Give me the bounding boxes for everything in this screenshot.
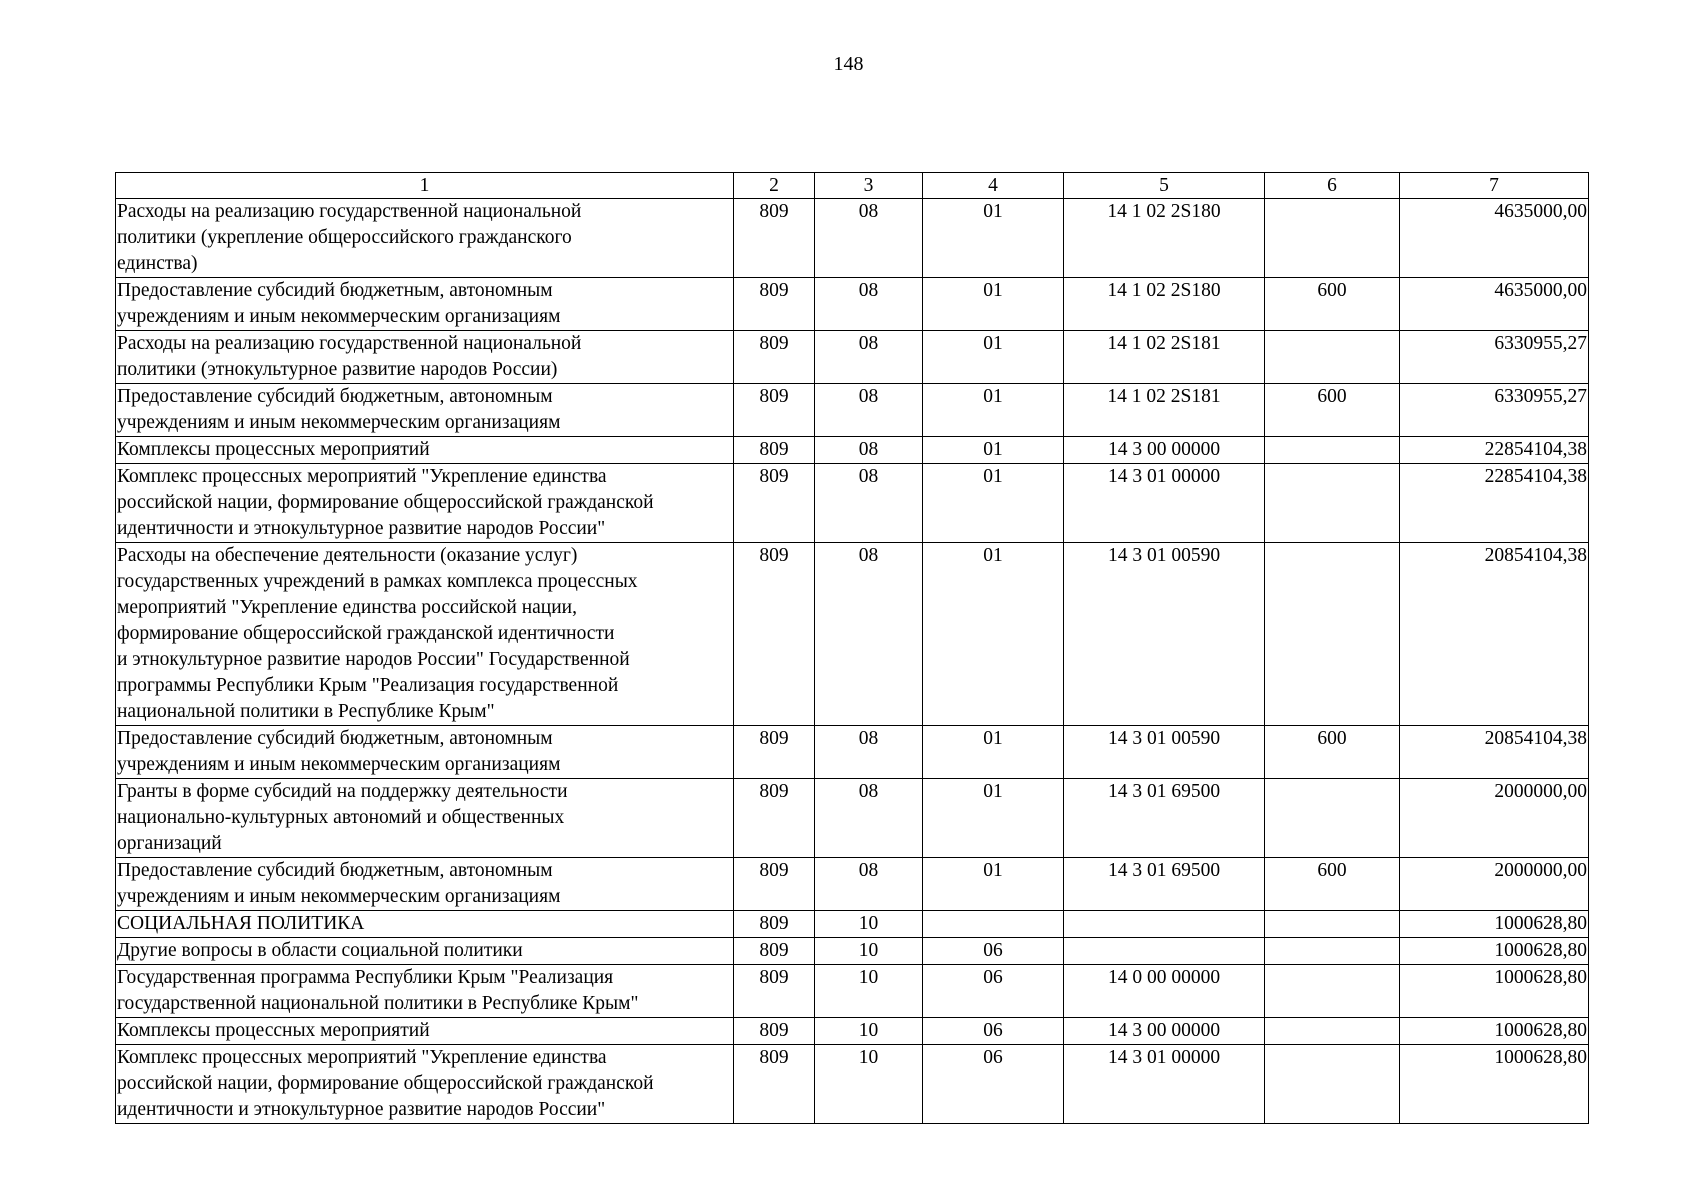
section-code-cell: 10 <box>815 1018 923 1045</box>
ministry-code-cell: 809 <box>734 911 815 938</box>
ministry-code-cell: 809 <box>734 278 815 331</box>
subsection-code-cell: 06 <box>923 1018 1064 1045</box>
expense-name-cell: Расходы на реализацию государственной национальной политики (укрепление общероссийского гражданского единства) <box>116 199 734 278</box>
table-row <box>116 331 1589 384</box>
expense-type-cell: 600 <box>1265 278 1400 331</box>
table-header <box>116 173 1589 199</box>
subsection-code-cell: 01 <box>923 199 1064 278</box>
target-article-cell: 14 3 01 00000 <box>1064 1045 1265 1124</box>
expense-name-cell: Комплекс процессных мероприятий "Укрепление единства российской нации, формирование общероссийской гражданской идентичности и этнокультурное развитие народов России" <box>116 1045 734 1124</box>
section-code-cell: 08 <box>815 464 923 543</box>
budget-table <box>115 172 1589 1124</box>
target-article-cell: 14 0 00 00000 <box>1064 965 1265 1018</box>
ministry-code-cell: 809 <box>734 938 815 965</box>
amount-cell: 1000628,80 <box>1400 938 1589 965</box>
amount-cell: 4635000,00 <box>1400 199 1589 278</box>
ministry-code-cell: 809 <box>734 965 815 1018</box>
subsection-code-cell: 01 <box>923 437 1064 464</box>
table-row <box>116 278 1589 331</box>
target-article-cell: 14 3 00 00000 <box>1064 1018 1265 1045</box>
ministry-code-cell: 809 <box>734 543 815 726</box>
expense-type-cell <box>1265 911 1400 938</box>
target-article-cell: 14 3 01 69500 <box>1064 779 1265 858</box>
ministry-code-cell: 809 <box>734 779 815 858</box>
amount-cell: 2000000,00 <box>1400 858 1589 911</box>
expense-name-cell: Гранты в форме субсидий на поддержку деятельности национально-культурных автономий и общественных организаций <box>116 779 734 858</box>
section-code-cell: 08 <box>815 278 923 331</box>
table-row <box>116 199 1589 278</box>
header-col-6: 6 <box>1265 173 1400 199</box>
expense-name-cell: Предоставление субсидий бюджетным, автономным учреждениям и иным некоммерческим организациям <box>116 278 734 331</box>
table-row <box>116 911 1589 938</box>
amount-cell: 20854104,38 <box>1400 543 1589 726</box>
target-article-cell: 14 1 02 2S181 <box>1064 331 1265 384</box>
table-row <box>116 1018 1589 1045</box>
table-row <box>116 384 1589 437</box>
section-code-cell: 10 <box>815 911 923 938</box>
expense-name-cell: Предоставление субсидий бюджетным, автономным учреждениям и иным некоммерческим организациям <box>116 858 734 911</box>
target-article-cell <box>1064 911 1265 938</box>
ministry-code-cell: 809 <box>734 199 815 278</box>
header-col-4: 4 <box>923 173 1064 199</box>
expense-type-cell <box>1265 938 1400 965</box>
section-code-cell: 10 <box>815 938 923 965</box>
header-col-5: 5 <box>1064 173 1265 199</box>
section-code-cell: 08 <box>815 199 923 278</box>
expense-type-cell: 600 <box>1265 726 1400 779</box>
amount-cell: 6330955,27 <box>1400 331 1589 384</box>
subsection-code-cell: 01 <box>923 331 1064 384</box>
section-code-cell: 10 <box>815 965 923 1018</box>
expense-type-cell <box>1265 437 1400 464</box>
section-code-cell: 10 <box>815 1045 923 1124</box>
ministry-code-cell: 809 <box>734 437 815 464</box>
subsection-code-cell: 01 <box>923 278 1064 331</box>
header-col-2: 2 <box>734 173 815 199</box>
subsection-code-cell: 01 <box>923 779 1064 858</box>
ministry-code-cell: 809 <box>734 858 815 911</box>
expense-type-cell <box>1265 464 1400 543</box>
table-row <box>116 726 1589 779</box>
section-code-cell: 08 <box>815 331 923 384</box>
table-row <box>116 1045 1589 1124</box>
target-article-cell: 14 3 01 00000 <box>1064 464 1265 543</box>
expense-name-cell: Предоставление субсидий бюджетным, автономным учреждениям и иным некоммерческим организациям <box>116 384 734 437</box>
table-row <box>116 938 1589 965</box>
expense-name-cell: Комплексы процессных мероприятий <box>116 437 734 464</box>
header-row <box>116 173 1589 199</box>
section-code-cell: 08 <box>815 726 923 779</box>
section-code-cell: 08 <box>815 858 923 911</box>
section-code-cell: 08 <box>815 779 923 858</box>
target-article-cell: 14 3 01 69500 <box>1064 858 1265 911</box>
expense-name-cell: Расходы на реализацию государственной национальной политики (этнокультурное развитие народов России) <box>116 331 734 384</box>
table-row <box>116 965 1589 1018</box>
amount-cell: 22854104,38 <box>1400 437 1589 464</box>
expense-type-cell <box>1265 331 1400 384</box>
section-code-cell: 08 <box>815 543 923 726</box>
ministry-code-cell: 809 <box>734 331 815 384</box>
section-code-cell: 08 <box>815 384 923 437</box>
expense-name-cell: СОЦИАЛЬНАЯ ПОЛИТИКА <box>116 911 734 938</box>
subsection-code-cell: 01 <box>923 384 1064 437</box>
expense-type-cell <box>1265 779 1400 858</box>
subsection-code-cell: 01 <box>923 726 1064 779</box>
ministry-code-cell: 809 <box>734 726 815 779</box>
table-row <box>116 858 1589 911</box>
expense-name-cell: Государственная программа Республики Крым "Реализация государственной национальной политики в Республике Крым" <box>116 965 734 1018</box>
target-article-cell <box>1064 938 1265 965</box>
page-number: 148 <box>833 53 864 75</box>
expense-name-cell: Комплекс процессных мероприятий "Укрепление единства российской нации, формирование общероссийской гражданской идентичности и этнокультурное развитие народов России" <box>116 464 734 543</box>
ministry-code-cell: 809 <box>734 384 815 437</box>
subsection-code-cell: 01 <box>923 464 1064 543</box>
expense-type-cell: 600 <box>1265 858 1400 911</box>
subsection-code-cell: 01 <box>923 543 1064 726</box>
table-row <box>116 464 1589 543</box>
amount-cell: 1000628,80 <box>1400 911 1589 938</box>
section-code-cell: 08 <box>815 437 923 464</box>
target-article-cell: 14 3 00 00000 <box>1064 437 1265 464</box>
amount-cell: 1000628,80 <box>1400 1045 1589 1124</box>
table-body <box>116 199 1589 1124</box>
expense-name-cell: Комплексы процессных мероприятий <box>116 1018 734 1045</box>
target-article-cell: 14 1 02 2S180 <box>1064 199 1265 278</box>
amount-cell: 1000628,80 <box>1400 1018 1589 1045</box>
subsection-code-cell: 01 <box>923 858 1064 911</box>
expense-name-cell: Расходы на обеспечение деятельности (оказание услуг) государственных учреждений в рамках комплекса процессных мероприятий "Укрепление единства российской нации, формирование общероссийской гражданской идентичности и этнокультурное развитие народов России" Государственной программы Республики Крым "Реализация государственной национальной политики в Республике Крым" <box>116 543 734 726</box>
expense-type-cell <box>1265 199 1400 278</box>
table-row <box>116 543 1589 726</box>
expense-type-cell <box>1265 1045 1400 1124</box>
expense-name-cell: Другие вопросы в области социальной политики <box>116 938 734 965</box>
target-article-cell: 14 3 01 00590 <box>1064 726 1265 779</box>
amount-cell: 4635000,00 <box>1400 278 1589 331</box>
expense-type-cell <box>1265 543 1400 726</box>
target-article-cell: 14 1 02 2S181 <box>1064 384 1265 437</box>
amount-cell: 22854104,38 <box>1400 464 1589 543</box>
expense-type-cell <box>1265 965 1400 1018</box>
subsection-code-cell: 06 <box>923 938 1064 965</box>
header-col-7: 7 <box>1400 173 1589 199</box>
amount-cell: 20854104,38 <box>1400 726 1589 779</box>
target-article-cell: 14 3 01 00590 <box>1064 543 1265 726</box>
amount-cell: 6330955,27 <box>1400 384 1589 437</box>
ministry-code-cell: 809 <box>734 464 815 543</box>
subsection-code-cell <box>923 911 1064 938</box>
subsection-code-cell: 06 <box>923 965 1064 1018</box>
header-col-3: 3 <box>815 173 923 199</box>
amount-cell: 2000000,00 <box>1400 779 1589 858</box>
header-col-1: 1 <box>116 173 734 199</box>
ministry-code-cell: 809 <box>734 1045 815 1124</box>
ministry-code-cell: 809 <box>734 1018 815 1045</box>
subsection-code-cell: 06 <box>923 1045 1064 1124</box>
expense-name-cell: Предоставление субсидий бюджетным, автономным учреждениям и иным некоммерческим организациям <box>116 726 734 779</box>
target-article-cell: 14 1 02 2S180 <box>1064 278 1265 331</box>
table-row <box>116 779 1589 858</box>
table-row <box>116 437 1589 464</box>
amount-cell: 1000628,80 <box>1400 965 1589 1018</box>
expense-type-cell: 600 <box>1265 384 1400 437</box>
expense-type-cell <box>1265 1018 1400 1045</box>
